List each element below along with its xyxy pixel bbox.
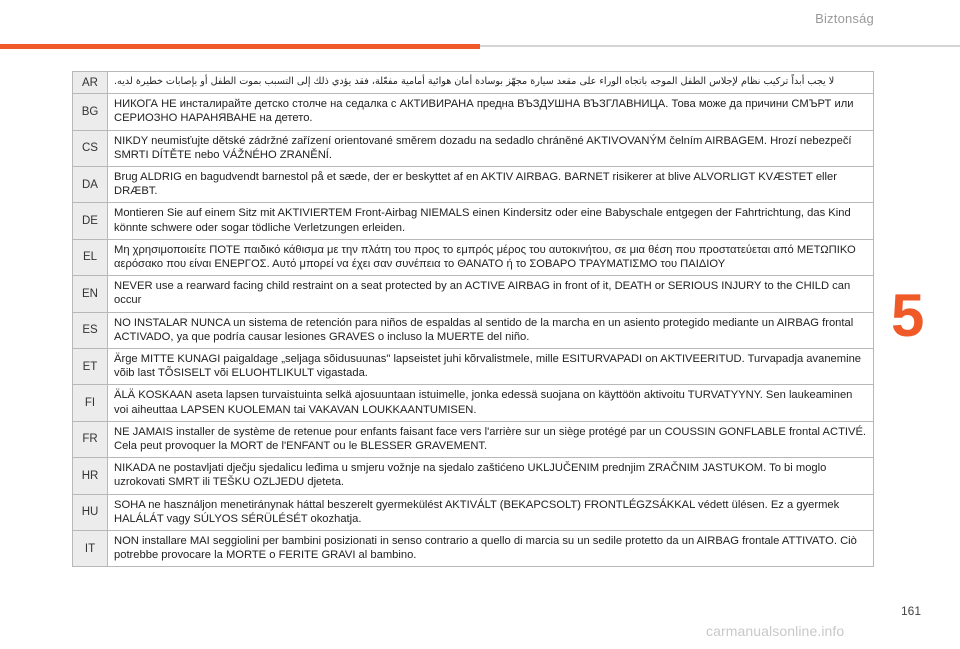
section-title: Biztonság — [815, 11, 874, 26]
language-code: EL — [73, 239, 108, 275]
chapter-number: 5 — [891, 282, 925, 349]
warning-text: NIKDY neumisťujte dětské zádržné zařízení orientované směrem dozadu na sedadlo chráněné AKTIVOVANÝM čelním AIRBAGEM. Hrozí nebezpečí SMRTI DÍTĚTE nebo VÁŽNÉHO ZRANĚNÍ. — [108, 130, 874, 166]
warning-text: ÄLÄ KOSKAAN aseta lapsen turvaistuinta selkä ajosuuntaan istuimelle, jonka edessä suojana on käyttöön aktivoitu TURVATYYNY. Sen laukeaminen voi aiheuttaa LAPSEN KUOLEMAN tai VAKAVAN LOUKKAANTUMISEN. — [108, 385, 874, 421]
language-code: DA — [73, 167, 108, 203]
table-row — [73, 494, 874, 530]
language-code: IT — [73, 531, 108, 567]
header-accent-bar — [0, 44, 480, 49]
warning-text: Montieren Sie auf einem Sitz mit AKTIVIERTEM Front-Airbag NIEMALS einen Kindersitz oder eine Babyschale entgegen der Fahrtrichtung, das Kind könnte schwere oder sogar tödliche Verletzungen erleiden. — [108, 203, 874, 239]
warning-text: НИКОГА НЕ инсталирайте детско столче на седалка с АКТИВИРАНА предна ВЪЗДУШНА ВЪЗГЛАВНИЦА. Това може да причини СМЪРТ или СЕРИОЗНО НАРАНЯВАНЕ на детето. — [108, 94, 874, 130]
language-code: HR — [73, 458, 108, 494]
header-rule — [480, 45, 960, 47]
watermark: carmanualsonline.info — [706, 623, 845, 639]
warning-text: NON installare MAI seggiolini per bambini posizionati in senso contrario a quello di marcia su un sedile protetto da un AIRBAG frontale ATTIVATO. Ciò potrebbe provocare la MORTE o FERITE GRAVI al bambino. — [108, 531, 874, 567]
language-code: EN — [73, 276, 108, 312]
table-row — [73, 130, 874, 166]
table-row — [73, 276, 874, 312]
warning-text: Μη χρησιμοποιείτε ΠΟΤΕ παιδικό κάθισμα με την πλάτη του προς το εμπρός μέρος του αυτοκινήτου, σε μια θέση που προστατεύεται από ΜΕΤΩΠΙΚΟ αερόσακο που είναι ΕΝΕΡΓΟΣ. Αυτό μπορεί να έχει σαν συνέπεια το ΘΑΝΑΤΟ ή το ΣΟΒΑΡΟ ΤΡΑΥΜΑΤΙΣΜΟ του ΠΑΙΔΙΟΥ — [108, 239, 874, 275]
warning-text: NO INSTALAR NUNCA un sistema de retención para niños de espaldas al sentido de la marcha en un asiento protegido mediante un AIRBAG frontal ACTIVADO, ya que podría causar lesiones GRAVES o incluso la MUERTE del niño. — [108, 312, 874, 348]
language-code: DE — [73, 203, 108, 239]
table-row — [73, 531, 874, 567]
table-row — [73, 239, 874, 275]
warning-text: SOHA ne használjon menetiránynak háttal beszerelt gyermekülést AKTIVÁLT (BEKAPCSOLT) FRONTLÉGZSÁKKAL védett ülésen. Ez a gyermek HALÁLÁT vagy SÚLYOS SÉRÜLÉSÉT okozhatja. — [108, 494, 874, 530]
table-row — [73, 312, 874, 348]
language-code: CS — [73, 130, 108, 166]
table-row — [73, 167, 874, 203]
table-row — [73, 458, 874, 494]
page-number: 161 — [901, 604, 922, 618]
table-row — [73, 94, 874, 130]
table-row — [73, 72, 874, 94]
table-row — [73, 385, 874, 421]
warning-text: Ärge MITTE KUNAGI paigaldage „seljaga sõidusuunas" lapseistet juhi kõrvalistmele, mille ESITURVAPADI on AKTIVEERITUD. Turvapadja avanemine võib last TÕSISELT või ELUOHTLIKULT vigastada. — [108, 349, 874, 385]
language-code: FI — [73, 385, 108, 421]
warning-text: NIKADA ne postavljati dječju sjedalicu leđima u smjeru vožnje na sjedalo zaštićeno UKLJUČENIM prednjim ZRAČNIM JASTUKOM. To bi moglo uzrokovati SMRT ili TEŠKU OZLJEDU djeteta. — [108, 458, 874, 494]
language-code: HU — [73, 494, 108, 530]
language-code: ET — [73, 349, 108, 385]
airbag-warning-table — [72, 71, 874, 567]
warning-text: Brug ALDRIG en bagudvendt barnestol på et sæde, der er beskyttet af en AKTIV AIRBAG. BARNET risikerer at blive ALVORLIGT KVÆSTET eller DRÆBT. — [108, 167, 874, 203]
language-code: ES — [73, 312, 108, 348]
language-code: AR — [73, 72, 108, 94]
table-row — [73, 349, 874, 385]
warning-text: NEVER use a rearward facing child restraint on a seat protected by an ACTIVE AIRBAG in front of it, DEATH or SERIOUS INJURY to the CHILD can occur — [108, 276, 874, 312]
warning-text: NE JAMAIS installer de système de retenue pour enfants faisant face vers l'arrière sur un siège protégé par un COUSSIN GONFLABLE frontal ACTIVÉ. Cela peut provoquer la MORT de l'ENFANT ou le BLESSER GRAVEMENT. — [108, 421, 874, 457]
table-row — [73, 421, 874, 457]
language-code: FR — [73, 421, 108, 457]
warning-text: لا يجب أبداً تركيب نظام لإجلاس الطفل الموجه باتجاه الوراء على مقعد سيارة مجهّز بوسادة أمان هوائية أمامية مفعّلة، فقد يؤدي ذلك إلى التسبب بموت الطفل أو بإصابات خطيرة لديه. — [108, 72, 874, 94]
language-code: BG — [73, 94, 108, 130]
table-row — [73, 203, 874, 239]
